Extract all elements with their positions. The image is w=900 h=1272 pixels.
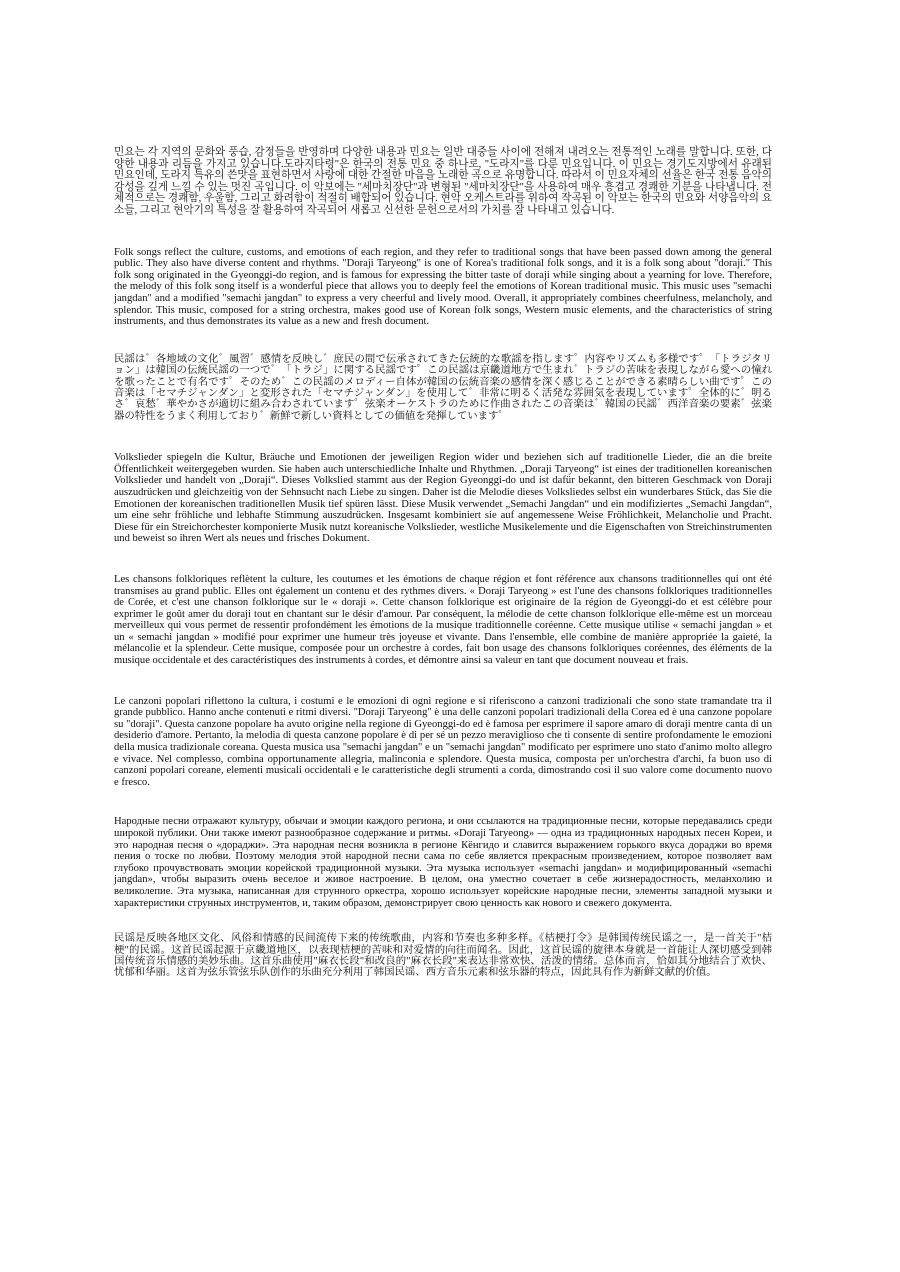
paragraph-german: Volkslieder spiegeln die Kultur, Bräuche und Emotionen der jeweiligen Region wider und beziehen sich auf traditionelle Lieder, die an die breite Öffentlichkeit weitergegeben wurden. Sie haben auch unterschiedliche Inhalte und Rhythmen. „Doraji Taryeong“ ist eines der traditionellen koreanischen Volkslieder und handelt von „Doraji“. Dieses Volkslied stammt aus der Region Gyeonggi-do und ist dafür bekannt, den bitteren Geschmack von Doraji auszudrücken und gleichzeitig von der Sehnsucht nach Liebe zu singen. Daher ist die Melodie dieses Volksliedes selbst ein wunderbares Stück, das Sie die Emotionen der koreanischen traditionellen Musik tief spüren lässt. Diese Musik verwendet „Semachi Jangdan“ und ein modifiziertes „Semachi Jangdan“, um eine sehr fröhliche und lebhafte Stimmung auszudrücken. Insgesamt kombiniert sie auf angemessene Weise Fröhlichkeit, Melancholie und Pracht. Diese für ein Streichorchester komponierte Musik nutzt koreanische Volkslieder, westliche Musikelemente und die Eigenschaften von Streichinstrumenten und beweist so ihren Wert als neues und frisches Dokument.: [114, 452, 772, 545]
paragraph-chinese: 民谣是反映各地区文化、风俗和情感的民间流传下来的传统歌曲，内容和节奏也多种多样。《桔梗打令》是韩国传统民谣之一，是一首关于"桔梗"的民谣。这首民谣起源于京畿道地区，以表现桔梗的苦味和对爱情的向往而闻名。因此，这首民谣的旋律本身就是一首能让人深切感受到韩国传统音乐情感的美妙乐曲。这首乐曲使用"麻衣长段"和改良的"麻衣长段"来表达非常欢快、活泼的情绪。总体而言，恰如其分地结合了欢快、忧郁和华丽。这首为弦乐管弦乐队创作的乐曲充分利用了韩国民谣、西方音乐元素和弦乐器的特点，因此具有作为新鲜文献的价值。: [114, 933, 772, 979]
paragraph-korean: 민요는 각 지역의 문화와 풍습, 감정들을 반영하며 다양한 내용과 민요는 일반 대중들 사이에 전해져 내려오는 전통적인 노래를 말합니다. 또한, 다양한 내용과 리듬을 가지고 있습니다.도라지타령"은 한국의 전통 민요 중 하나로, "도라지"를 다룬 민요입니다. 이 민요는 경기도지방에서 유래된 민요인데, 도라지 특유의 쓴맛을 표현하면서 사랑에 대한 간절한 마음을 노래한 곡으로 유명합니다. 따라서 이 민요자체의 선율은 한국 전통 음악의 감성을 깊게 느낄 수 있는 멋진 곡입니다. 이 악보에는 "세마치장단"과 변형된 "세마치장단"을 사용하여 매우 흥겹고 경쾌한 기분을 나타냅니다. 전체적으로는 경쾌함, 우울함, 그리고 화려함이 적절히 배합되어 있습니다. 현악 오케스트라를 위하여 작곡된 이 악보는 한국의 민요와 서양음악의 요소들, 그리고 현악기의 특성을 잘 활용하여 작곡되어 새롭고 신선한 문헌으로서의 가치를 잘 나타내고 있습니다.: [114, 147, 772, 216]
paragraph-french: Les chansons folkloriques reflètent la culture, les coutumes et les émotions de chaque région et font référence aux chansons traditionnelles qui ont été transmises au grand public. Elles ont également un contenu et des rythmes divers. « Doraji Taryeong » est l'une des chansons folkloriques traditionnelles de Corée, et c'est une chanson folklorique sur le « doraji ». Cette chanson folklorique est originaire de la région de Gyeonggi-do et est célèbre pour exprimer le goût amer du doraji tout en chantant sur le désir d'amour. Par conséquent, la mélodie de cette chanson folklorique elle-même est un morceau merveilleux qui vous permet de ressentir profondément les émotions de la musique traditionnelle coréenne. Cette musique utilise « semachi jangdan » et un « semachi jangdan » modifié pour exprimer une humeur très joyeuse et vivante. Dans l'ensemble, elle combine de manière appropriée la gaieté, la mélancolie et la splendeur. Cette musique, composée pour un orchestre à cordes, fait bon usage des chansons folkloriques coréennes, des éléments de la musique occidentale et des caractéristiques des instruments à cordes, et démontre ainsi sa valeur en tant que document nouveau et frais.: [114, 573, 772, 667]
paragraph-italian: Le canzoni popolari riflettono la cultura, i costumi e le emozioni di ogni regione e si riferiscono a canzoni tradizionali che sono state tramandate tra il grande pubblico. Hanno anche contenuti e ritmi diversi. "Doraji Taryeong" è una delle canzoni popolari tradizionali della Corea ed è una canzone popolare su "doraji". Questa canzone popolare ha avuto origine nella regione di Gyeonggi-do ed è famosa per esprimere il sapore amaro di doraji mentre canta di un desiderio d'amore. Pertanto, la melodia di questa canzone popolare è di per sé un pezzo meraviglioso che ti consente di sentire profondamente le emozioni della musica tradizionale coreana. Questa musica usa "semachi jangdan" e un "semachi jangdan" modificato per esprimere uno stato d'animo molto allegro e vivace. Nel complesso, combina opportunamente allegria, malinconia e splendore. Questa musica, composta per un'orchestra d'archi, fa buon uso di canzoni popolari coreane, elementi musicali occidentali e le caratteristiche degli strumenti a corda, dimostrando così il suo valore come documento nuovo e fresco.: [114, 695, 772, 788]
paragraph-russian: Народные песни отражают культуру, обычаи и эмоции каждого региона, и они ссылаются на традиционные песни, которые передавались среди широкой публики. Они также имеют разнообразное содержание и ритмы. «Doraji Taryeong» — одна из традиционных народных песен Кореи, и это народная песня о «дораджи». Эта народная песня возникла в регионе Кёнгидо и славится выражением горького вкуса дораджи во время пения о тоске по любви. Поэтому мелодия этой народной песни сама по себе является прекрасным произведением, которое позволяет вам глубоко прочувствовать эмоции корейской традиционной музыки. Эта музыка использует «semachi jangdan» и модифицированный «semachi jangdan», чтобы выразить очень веселое и живое настроение. В целом, она уместно сочетает в себе жизнерадостность, меланхолию и великолепие. Эта музыка, написанная для струнного оркестра, хорошо использует корейские народные песни, элементы западной музыки и характеристики струнных инструментов, и, таким образом, демонстрирует свою ценность как нового и свежего документа.: [114, 816, 772, 909]
paragraph-english: Folk songs reflect the culture, customs, and emotions of each region, and they refer to traditional songs that have been passed down among the general public. They also have diverse content and rhythms. "Doraji Taryeong" is one of Korea's traditional folk songs, and it is a folk song about "doraji." This folk song originated in the Gyeonggi-do region, and is famous for expressing the bitter taste of doraji while singing about a yearning for love. Therefore, the melody of this folk song itself is a wonderful piece that allows you to deeply feel the emotions of Korean traditional music. This music uses "semachi jangdan" and a modified "semachi jangdan" to express a very cheerful and lively mood. Overall, it appropriately combines cheerfulness, melancholy, and splendor. This music, composed for a string orchestra, makes good use of Korean folk songs, Western music elements, and the characteristics of string instruments, and thus demonstrates its value as a new and fresh document.: [114, 246, 772, 328]
document-page: [114, 147, 772, 979]
paragraph-japanese: 民謡は゛各地域の文化゛風習゛感情を反映し゛庶民の間で伝承されてきた伝統的な歌謡を指します゜内容やリズムも多様です゜「トラジタリョン」は韓国の伝統民謡の一つで゛「トラジ」に関する民謡です゜この民謡は京畿道地方で生まれ゛トラジの苦味を表現しながら愛への憧れを歌ったことで有名です゜そのため゛この民謡のメロディー自体が韓国の伝統音楽の感情を深く感じることができる素晴らしい曲です゜この音楽は「セマチジャンダン」と変形された「セマチジャンダン」を使用して゛非常に明るく活発な雰囲気を表現しています゜全体的に゛明るさ゛哀愁゛華やかさが適切に組み合わされています゜弦楽オーケストラのために作曲されたこの音楽は゛韓国の民謡゛西洋音楽の要素゛弦楽器の特性をうまく利用しており゛新鮮で新しい資料としての価値を発揮しています゜: [114, 353, 772, 422]
